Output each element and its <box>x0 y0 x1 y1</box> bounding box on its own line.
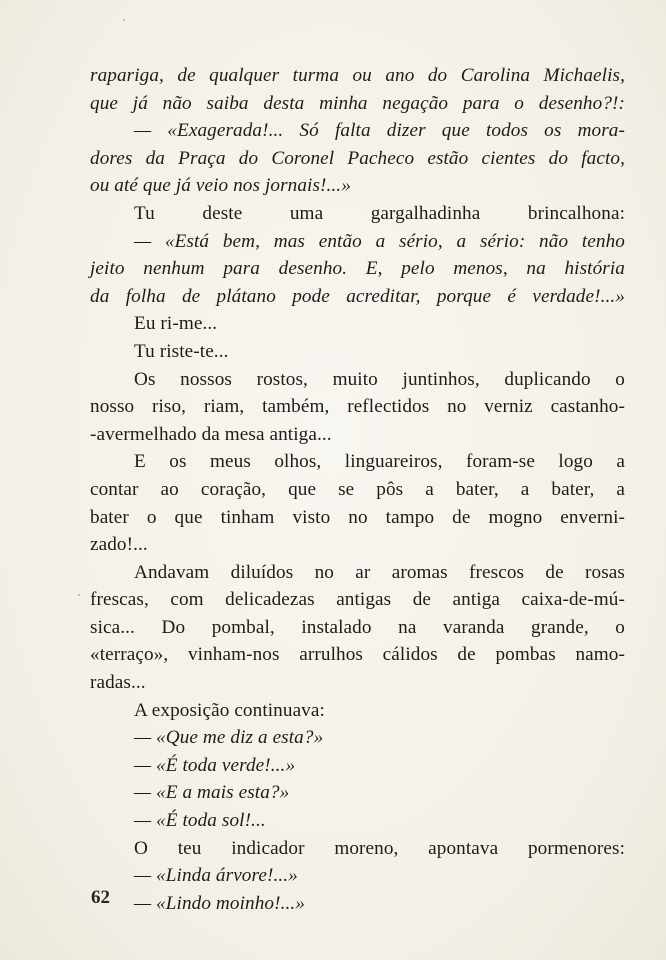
text-line: «terraço», vinham-nos arrulhos cálidos de pombas namo- <box>90 644 625 666</box>
text-line: ou até que já veio nos jornais!...» <box>90 175 351 197</box>
text-line: — «Que me diz a esta?» <box>134 727 324 749</box>
text-line: frescas, com delicadezas antigas de antiga caixa-de-mú- <box>90 589 625 611</box>
text-line: da folha de plátano pode acreditar, porque é verdade!...» <box>90 285 625 307</box>
text-line: — «É toda sol!... <box>134 810 266 832</box>
text-line: contar ao coração, que se pôs a bater, a bater, a <box>90 478 625 500</box>
text-line: — «E a mais esta?» <box>134 782 290 804</box>
text-line: Andavam diluídos no ar aromas frescos de rosas <box>134 561 625 583</box>
text-line: Tu deste uma gargalhadinha brincalhona: <box>134 202 625 224</box>
text-line: Tu riste-te... <box>134 340 229 362</box>
text-line: E os meus olhos, linguareiros, foram-se logo a <box>134 451 625 473</box>
text-line: — «Lindo moinho!...» <box>134 892 305 914</box>
text-line: sica... Do pombal, instalado na varanda grande, o <box>90 616 625 638</box>
text-line: jeito nenhum para desenho. E, pelo menos, na história <box>90 258 625 280</box>
paper-speck <box>78 594 80 596</box>
text-line: rapariga, de qualquer turma ou ano do Carolina Michaelis, <box>90 65 625 86</box>
text-line: A exposição continuava: <box>134 699 325 721</box>
text-line: — «É toda verde!...» <box>134 754 296 776</box>
text-line: Eu ri-me... <box>134 313 218 335</box>
text-line: — «Linda árvore!...» <box>134 865 298 887</box>
text-line: — «Está bem, mas então a sério, a sério: não tenho <box>134 230 625 252</box>
body-text <box>90 62 625 917</box>
page-number: 62 <box>91 887 110 908</box>
text-line: dores da Praça do Coronel Pacheco estão cientes do facto, <box>90 147 625 169</box>
text-line: — «Exagerada!... Só falta dizer que todos os mora- <box>134 120 625 142</box>
text-line: bater o que tinham visto no tampo de mogno enverni- <box>90 506 625 528</box>
text-line: nosso riso, riam, também, reflectidos no verniz castanho- <box>90 396 625 418</box>
text-line: -avermelhado da mesa antiga... <box>90 423 332 445</box>
text-line: zado!... <box>90 534 148 556</box>
paper-speck <box>123 19 125 21</box>
text-line: O teu indicador moreno, apontava pormenores: <box>134 837 625 859</box>
text-line: Os nossos rostos, muito juntinhos, duplicando o <box>134 368 625 390</box>
text-line: radas... <box>90 672 146 694</box>
text-line: que já não saiba desta minha negação para o desenho?!: <box>90 92 625 114</box>
